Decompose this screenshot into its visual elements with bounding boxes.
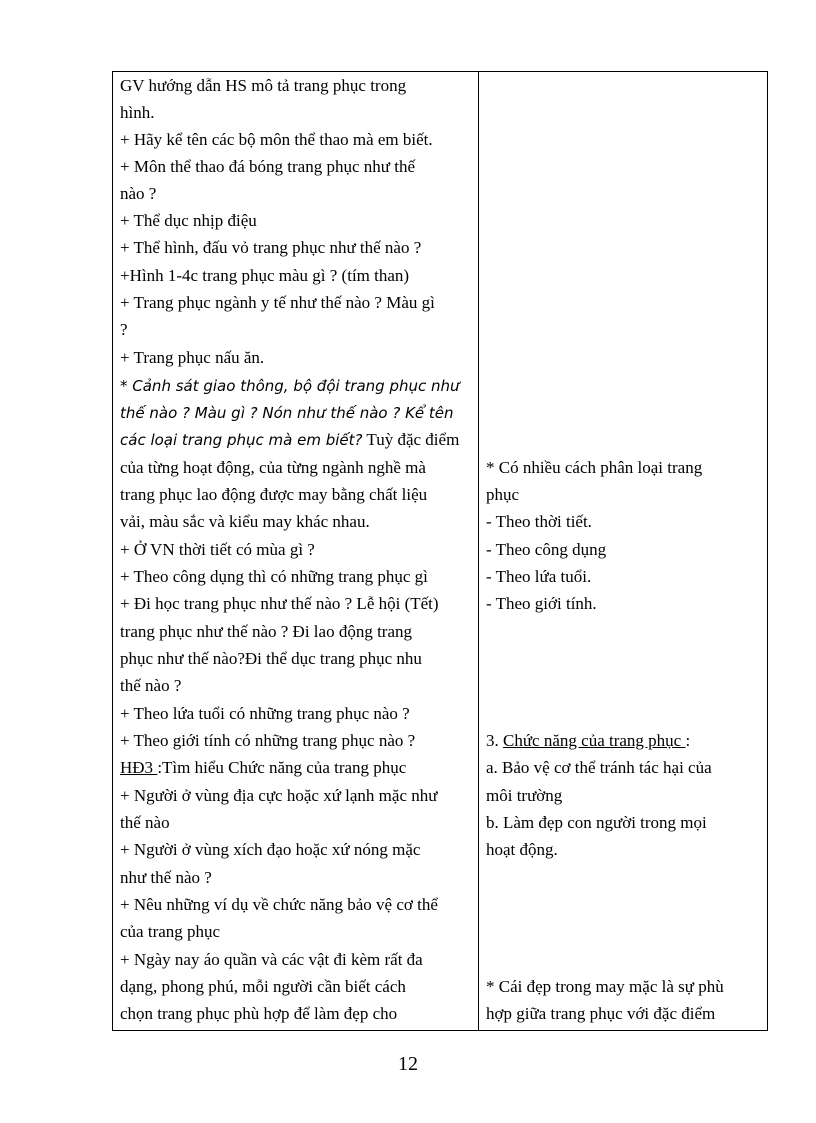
italic-text: các loại trang phục mà em biết? — [120, 431, 363, 449]
page-number: 12 — [398, 1053, 418, 1075]
activity-title: :Tìm hiểu Chức năng của trang phục — [157, 758, 407, 777]
right-line: a. Bảo vệ cơ thể tránh tác hại của — [486, 758, 712, 777]
left-line: chọn trang phục phù hợp để làm đẹp cho — [120, 1004, 398, 1023]
left-line: như thế nào ? — [120, 868, 212, 887]
column-divider — [478, 72, 479, 1030]
left-line: + Ngày nay áo quần và các vật đi kèm rất đa — [120, 950, 423, 969]
left-line: + Thể dục nhịp điệu — [120, 211, 257, 230]
right-line: * Cái đẹp trong may mặc là sự phù — [486, 977, 724, 996]
left-line: nào ? — [120, 184, 157, 203]
right-line: phục — [486, 485, 520, 504]
left-line: dạng, phong phú, mỗi người cần biết cách — [120, 977, 406, 996]
section-heading — [486, 731, 690, 751]
left-line: + Đi học trang phục như thế nào ? Lễ hội (Tết) — [120, 594, 439, 613]
right-line: - Theo công dụng — [486, 540, 607, 559]
left-line: thế nào — [120, 813, 170, 832]
plain-text: Tuỳ đặc điểm — [366, 430, 460, 449]
left-line: + Người ở vùng xích đạo hoặc xứ nóng mặc — [120, 840, 421, 859]
left-line: + Theo giới tính có những trang phục nào ? — [120, 731, 416, 750]
left-line: + Theo công dụng thì có những trang phục gì — [120, 567, 428, 586]
right-line: b. Làm đẹp con người trong mọi — [486, 813, 707, 832]
right-line: hoạt động. — [486, 840, 558, 859]
left-line-mixed — [120, 758, 406, 778]
left-line: ? — [120, 320, 128, 339]
left-line: + Trang phục nấu ăn. — [120, 348, 265, 367]
left-line: thế nào ? — [120, 676, 182, 695]
left-line: + Nêu những ví dụ về chức năng bảo vệ cơ thể — [120, 895, 438, 914]
left-line: của từng hoạt động, của từng ngành nghề mà — [120, 458, 426, 477]
left-line: GV hướng dẫn HS mô tả trang phục trong — [120, 76, 407, 95]
section-number: 3. — [486, 731, 503, 750]
right-line: hợp giữa trang phục với đặc điểm — [486, 1004, 716, 1023]
left-line: trang phục lao động được may bằng chất liệu — [120, 485, 428, 504]
left-line-italic: * Cảnh sát giao thông, bộ đội trang phục như — [120, 377, 460, 395]
right-line: - Theo thời tiết. — [486, 512, 592, 531]
left-line: +Hình 1-4c trang phục màu gì ? (tím than) — [120, 266, 410, 285]
right-line: * Có nhiều cách phân loại trang — [486, 458, 703, 477]
left-line: trang phục như thế nào ? Đi lao động trang — [120, 622, 412, 641]
left-line: + Ở VN thời tiết có mùa gì ? — [120, 540, 315, 559]
left-line: hình. — [120, 103, 155, 122]
right-line: môi trường — [486, 786, 563, 805]
left-line: + Thể hình, đấu vỏ trang phục như thế nào ? — [120, 238, 422, 257]
section-title: Chức năng của trang phục — [503, 731, 686, 750]
right-line: - Theo giới tính. — [486, 594, 597, 613]
left-line: + Trang phục ngành y tế như thế nào ? Màu gì — [120, 293, 435, 312]
left-line: + Môn thể thao đá bóng trang phục như thế — [120, 157, 415, 176]
left-line-mixed — [120, 430, 459, 450]
content-table — [112, 71, 768, 1031]
activity-heading: HĐ3 — [120, 758, 158, 777]
section-colon: : — [685, 731, 691, 750]
left-line: vải, màu sắc và kiểu may khác nhau. — [120, 512, 370, 531]
left-line-italic: thế nào ? Màu gì ? Nón như thế nào ? Kể tên — [120, 404, 454, 422]
left-line: + Người ở vùng địa cực hoặc xứ lạnh mặc như — [120, 786, 438, 805]
left-line: + Hãy kể tên các bộ môn thể thao mà em biết. — [120, 130, 433, 149]
right-line: - Theo lứa tuổi. — [486, 567, 592, 586]
left-line: phục như thế nào?Đi thể dục trang phục nhu — [120, 649, 422, 668]
left-line: + Theo lứa tuổi có những trang phục nào ? — [120, 704, 410, 723]
left-line: của trang phục — [120, 922, 221, 941]
